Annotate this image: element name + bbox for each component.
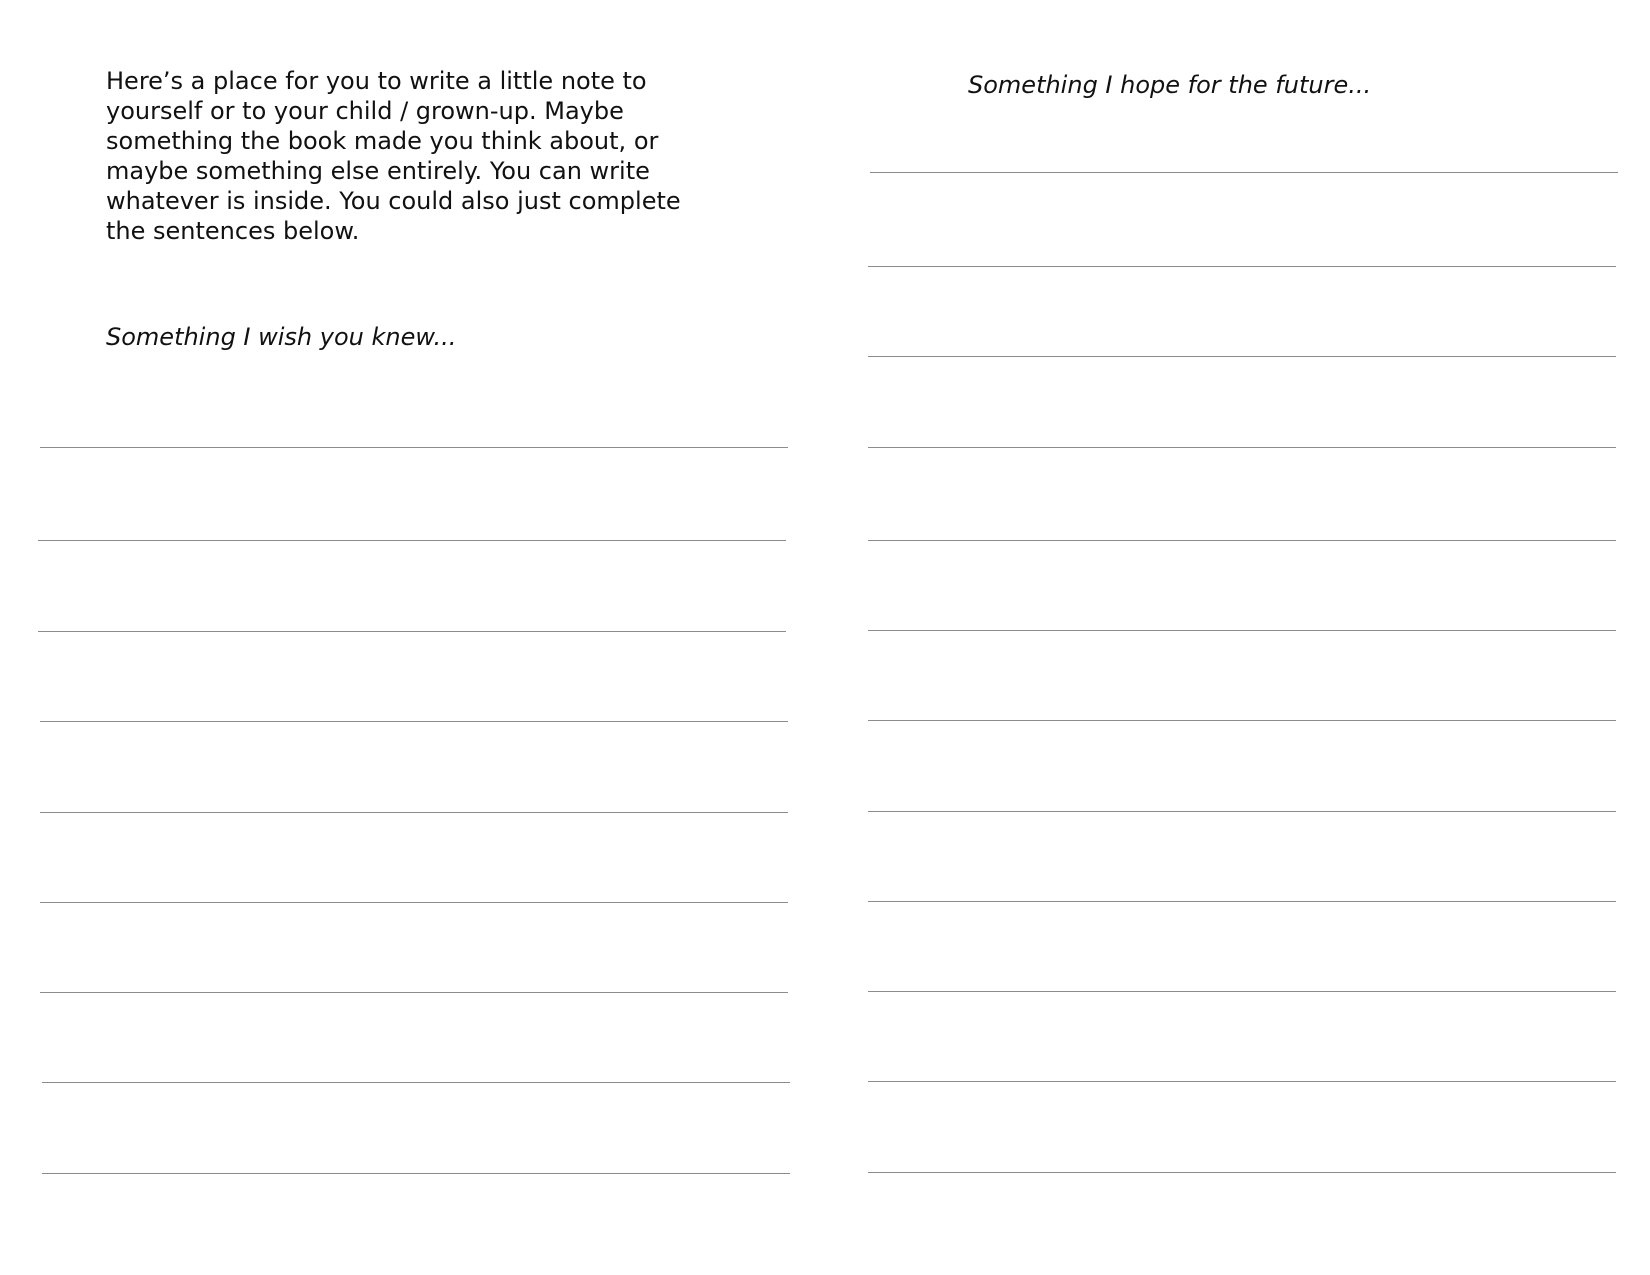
writing-line[interactable] (40, 721, 788, 722)
wish-you-knew-prompt: Something I wish you knew... (106, 323, 457, 351)
writing-line[interactable] (868, 1081, 1616, 1082)
writing-line[interactable] (40, 812, 788, 813)
writing-line[interactable] (870, 172, 1618, 173)
writing-line[interactable] (868, 540, 1616, 541)
writing-line[interactable] (38, 631, 786, 632)
writing-line[interactable] (868, 630, 1616, 631)
writing-line[interactable] (868, 356, 1616, 357)
writing-line[interactable] (42, 1082, 790, 1083)
hope-for-future-prompt: Something I hope for the future... (968, 71, 1372, 99)
writing-line[interactable] (868, 266, 1616, 267)
writing-line[interactable] (868, 447, 1616, 448)
writing-line[interactable] (868, 811, 1616, 812)
writing-line[interactable] (40, 992, 788, 993)
writing-line[interactable] (38, 540, 786, 541)
writing-line[interactable] (868, 1172, 1616, 1173)
intro-paragraph: Here’s a place for you to write a little note to yourself or to your child / grown-up. Maybe something the book made you think about, or maybe something else entirely. You can write whatever is inside. You could also just complete the sentences below. (106, 67, 681, 245)
writing-line[interactable] (868, 720, 1616, 721)
writing-line[interactable] (42, 1173, 790, 1174)
writing-line[interactable] (868, 991, 1616, 992)
writing-line[interactable] (40, 447, 788, 448)
writing-line[interactable] (40, 902, 788, 903)
writing-line[interactable] (868, 901, 1616, 902)
